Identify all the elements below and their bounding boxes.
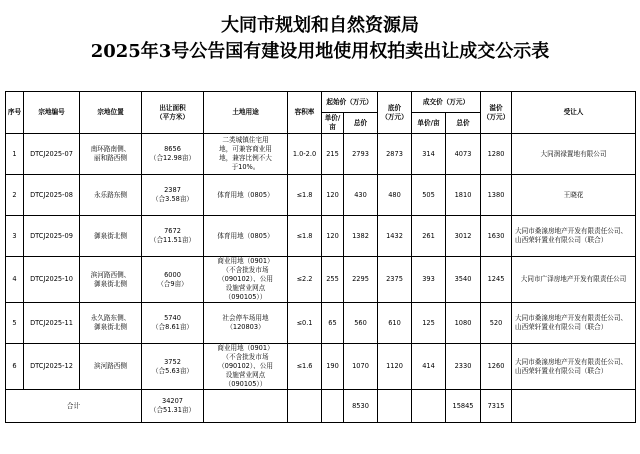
cell-location: 永久路东侧、 御泉街北侧 xyxy=(80,303,142,344)
cell-area: 3752 （合5.63亩） xyxy=(142,344,204,390)
table-row xyxy=(6,175,636,216)
cell-floor: 1120 xyxy=(378,344,412,390)
cell-area: 7672 （合11.51亩） xyxy=(142,216,204,257)
cell-unit: 120 xyxy=(322,175,344,216)
table-row xyxy=(6,257,636,303)
sum-label: 合计 xyxy=(6,390,142,423)
cell-premium: 1280 xyxy=(481,134,512,175)
cell-far: 1.0-2.0 xyxy=(288,134,322,175)
cell-premium: 1260 xyxy=(481,344,512,390)
results-table xyxy=(5,91,636,423)
table-row xyxy=(6,303,636,344)
cell-buyer: 大同市广泽房地产开发有限责任公司 xyxy=(512,257,636,303)
sum-empty-buyer xyxy=(512,390,636,423)
title-line1: 大同市规划和自然资源局 xyxy=(221,15,419,36)
cell-seq: 3 xyxy=(6,216,24,257)
cell-buyer: 大同市桑湶房地产开发有限责任公司、 山西荣轩置业有限公司（联合） xyxy=(512,303,636,344)
cell-buyer: 王晓花 xyxy=(512,175,636,216)
cell-code: DTCJ2025-12 xyxy=(24,344,80,390)
cell-use: 体育用地（0805） xyxy=(204,216,288,257)
cell-deal-total: 1080 xyxy=(446,303,481,344)
header-location: 宗地位置 xyxy=(80,92,142,134)
cell-location: 南环路南侧、 丽和路西侧 xyxy=(80,134,142,175)
header-deal-total: 总价 xyxy=(446,113,481,134)
cell-location: 御泉街北侧 xyxy=(80,216,142,257)
cell-deal-total: 3012 xyxy=(446,216,481,257)
cell-buyer: 大同润禄置地有限公司 xyxy=(512,134,636,175)
cell-total: 1070 xyxy=(344,344,378,390)
cell-unit: 255 xyxy=(322,257,344,303)
header-start-price: 起始价（万元） xyxy=(322,92,378,113)
sum-premium: 7315 xyxy=(481,390,512,423)
cell-far: ≤1.6 xyxy=(288,344,322,390)
cell-use: 社会停车场用地 （120803） xyxy=(204,303,288,344)
sum-empty-floor xyxy=(378,390,412,423)
cell-total: 2793 xyxy=(344,134,378,175)
header-buyer: 受让人 xyxy=(512,92,636,134)
cell-far: ≤1.8 xyxy=(288,216,322,257)
sum-empty-unit xyxy=(322,390,344,423)
cell-unit: 215 xyxy=(322,134,344,175)
cell-buyer: 大同市桑湶房地产开发有限责任公司、 山西荣轩置业有限公司（联合） xyxy=(512,344,636,390)
cell-seq: 6 xyxy=(6,344,24,390)
header-deal-price: 成交价（万元） xyxy=(412,92,481,113)
table-row xyxy=(6,216,636,257)
header-seq: 序号 xyxy=(6,92,24,134)
cell-floor: 480 xyxy=(378,175,412,216)
cell-unit: 65 xyxy=(322,303,344,344)
cell-code: DTCJ2025-08 xyxy=(24,175,80,216)
cell-total: 430 xyxy=(344,175,378,216)
cell-code: DTCJ2025-09 xyxy=(24,216,80,257)
cell-deal-unit: 261 xyxy=(412,216,446,257)
cell-location: 滨河路西侧、 御泉街北侧 xyxy=(80,257,142,303)
sum-area: 34207 （合51.31亩） xyxy=(142,390,204,423)
cell-area: 8656 （合12.98亩） xyxy=(142,134,204,175)
cell-premium: 1380 xyxy=(481,175,512,216)
cell-total: 2295 xyxy=(344,257,378,303)
cell-buyer: 大同市桑湶房地产开发有限责任公司、 山西荣轩置业有限公司（联合） xyxy=(512,216,636,257)
cell-use: 商业用地（0901） （不含批发市场 （090102）、公用 设施营业网点 （090105）） xyxy=(204,257,288,303)
header-floor-price: 底价 （万元） xyxy=(378,92,412,134)
cell-deal-unit: 414 xyxy=(412,344,446,390)
cell-deal-unit: 505 xyxy=(412,175,446,216)
cell-premium: 520 xyxy=(481,303,512,344)
sum-empty-deal-unit xyxy=(412,390,446,423)
header-area: 出让面积 （平方米） xyxy=(142,92,204,134)
cell-far: ≤0.1 xyxy=(288,303,322,344)
cell-seq: 2 xyxy=(6,175,24,216)
cell-seq: 4 xyxy=(6,257,24,303)
cell-seq: 5 xyxy=(6,303,24,344)
cell-unit: 120 xyxy=(322,216,344,257)
cell-use: 商业用地（0901） （不含批发市场 （090102）、公用 设施营业网点 （090105）） xyxy=(204,344,288,390)
cell-location: 永乐路东侧 xyxy=(80,175,142,216)
sum-total: 8530 xyxy=(344,390,378,423)
header-code: 宗地编号 xyxy=(24,92,80,134)
header-total-price: 总价 xyxy=(344,113,378,134)
sum-empty-use xyxy=(204,390,288,423)
cell-use: 体育用地（0805） xyxy=(204,175,288,216)
header-use: 土地用途 xyxy=(204,92,288,134)
cell-area: 2387 （合3.58亩） xyxy=(142,175,204,216)
cell-area: 6000 （合9亩） xyxy=(142,257,204,303)
cell-far: ≤1.8 xyxy=(288,175,322,216)
header-row-1 xyxy=(6,92,636,113)
header-far: 容积率 xyxy=(288,92,322,134)
cell-deal-unit: 314 xyxy=(412,134,446,175)
cell-deal-unit: 125 xyxy=(412,303,446,344)
cell-deal-unit: 393 xyxy=(412,257,446,303)
cell-floor: 1432 xyxy=(378,216,412,257)
cell-deal-total: 2330 xyxy=(446,344,481,390)
cell-use: 二类城镇住宅用 地，可兼容商业用 地，兼容比例不大 于10%。 xyxy=(204,134,288,175)
sum-empty-far xyxy=(288,390,322,423)
cell-code: DTCJ2025-07 xyxy=(24,134,80,175)
cell-floor: 2873 xyxy=(378,134,412,175)
cell-deal-total: 3540 xyxy=(446,257,481,303)
cell-total: 560 xyxy=(344,303,378,344)
cell-premium: 1245 xyxy=(481,257,512,303)
cell-unit: 190 xyxy=(322,344,344,390)
cell-area: 5740 （合8.61亩） xyxy=(142,303,204,344)
cell-total: 1382 xyxy=(344,216,378,257)
cell-premium: 1630 xyxy=(481,216,512,257)
cell-far: ≤2.2 xyxy=(288,257,322,303)
cell-location: 滨河路西侧 xyxy=(80,344,142,390)
cell-deal-total: 1810 xyxy=(446,175,481,216)
title-line2: 2025年3号公告国有建设用地使用权拍卖出让成交公示表 xyxy=(90,41,550,62)
cell-floor: 610 xyxy=(378,303,412,344)
cell-code: DTCJ2025-10 xyxy=(24,257,80,303)
cell-floor: 2375 xyxy=(378,257,412,303)
sum-deal-total: 15845 xyxy=(446,390,481,423)
header-deal-unit: 单价/亩 xyxy=(412,113,446,134)
table-row xyxy=(6,344,636,390)
cell-seq: 1 xyxy=(6,134,24,175)
header-unit-price: 单价/亩 xyxy=(322,113,344,134)
sum-row xyxy=(6,390,636,423)
cell-code: DTCJ2025-11 xyxy=(24,303,80,344)
table-row xyxy=(6,134,636,175)
cell-deal-total: 4073 xyxy=(446,134,481,175)
header-premium: 溢价 （万元） xyxy=(481,92,512,134)
